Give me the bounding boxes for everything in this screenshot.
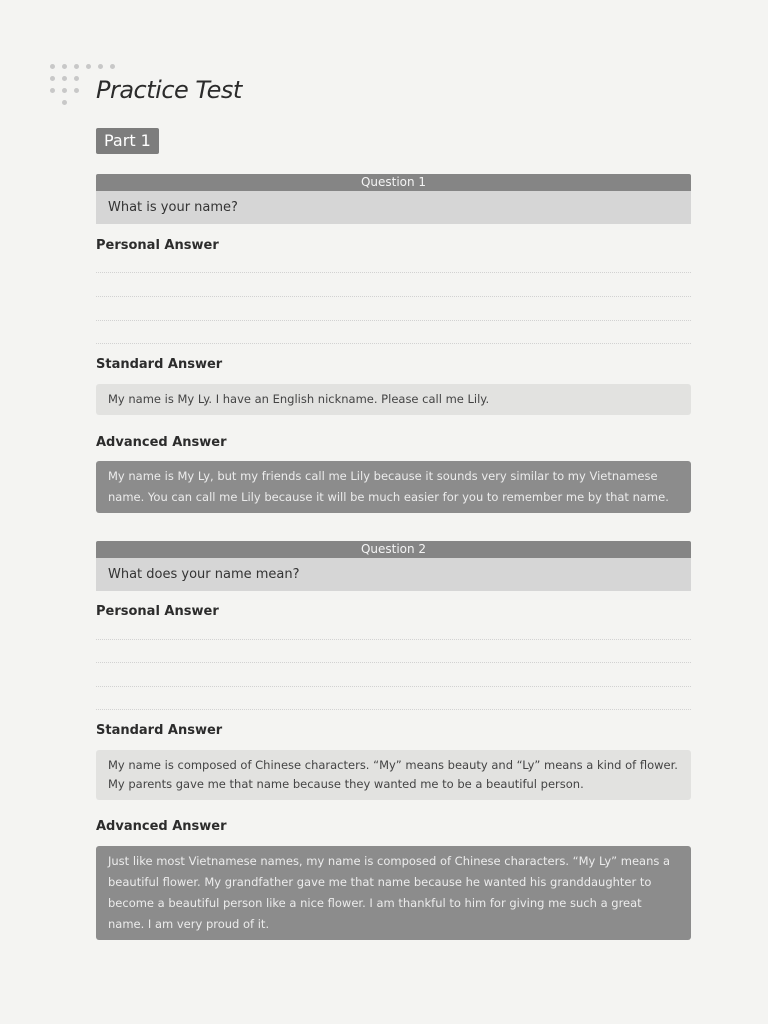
answer-line [96, 686, 691, 687]
question-header-1 [96, 174, 691, 224]
answer-line [96, 662, 691, 663]
answer-line [96, 639, 691, 640]
answer-line [96, 343, 691, 344]
standard-answer-2: My name is composed of Chinese characters. “My” means beauty and “Ly” means a kind of flower. My parents gave me that name because they wanted me to be a beautiful person. [96, 750, 691, 800]
answer-line [96, 296, 691, 297]
question-number-1: Question 1 [96, 174, 691, 191]
answer-line [96, 272, 691, 273]
part-badge: Part 1 [96, 128, 159, 154]
answer-line [96, 320, 691, 321]
standard-answer-label-2: Standard Answer [96, 723, 223, 738]
advanced-answer-label-2: Advanced Answer [96, 819, 227, 834]
question-header-2 [96, 541, 691, 591]
answer-line [96, 709, 691, 710]
question-number-2: Question 2 [96, 541, 691, 558]
question-prompt-1: What is your name? [96, 191, 691, 224]
standard-answer-1: My name is My Ly. I have an English nickname. Please call me Lily. [96, 384, 691, 415]
question-prompt-2: What does your name mean? [96, 558, 691, 591]
advanced-answer-2: Just like most Vietnamese names, my name is composed of Chinese characters. “My Ly” means a beautiful flower. My grandfather gave me that name because he wanted his granddaughter to become a beautiful person like a nice flower. I am thankful to him for giving me such a great name. I am very proud of it. [96, 846, 691, 940]
personal-answer-label-1: Personal Answer [96, 238, 219, 253]
page-title: Practice Test [96, 76, 242, 104]
personal-answer-label-2: Personal Answer [96, 604, 219, 619]
advanced-answer-label-1: Advanced Answer [96, 435, 227, 450]
advanced-answer-1: My name is My Ly, but my friends call me Lily because it sounds very similar to my Vietnamese name. You can call me Lily because it will be much easier for you to remember me by that name. [96, 461, 691, 513]
standard-answer-label-1: Standard Answer [96, 357, 223, 372]
